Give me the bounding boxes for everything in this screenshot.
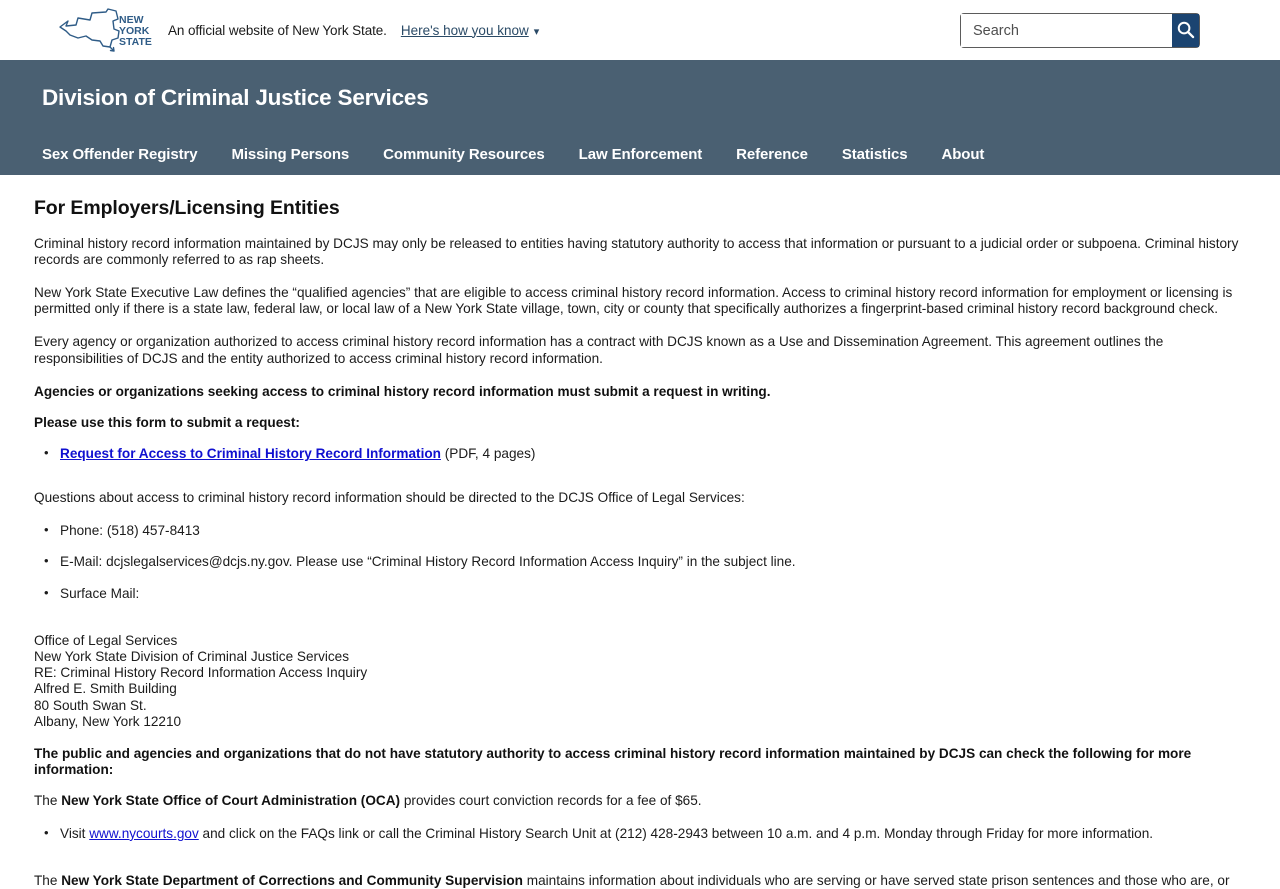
chevron-down-icon: ▾ [533, 25, 540, 38]
list-item-nycourts [60, 826, 1246, 842]
intro-paragraph-1: Criminal history record information maintained by DCJS may only be released to entities having statutory authority to access that information or pursuant to a judicial order or subpoena. Criminal history records are commonly referred to as rap sheets. [34, 235, 1239, 267]
nav-item-statistics[interactable]: Statistics [841, 145, 908, 163]
page-title: For Employers/Licensing Entities [34, 196, 340, 219]
doccs-suffix: maintains information about individuals who are serving or have served state prison sentences and those who are, or [522, 873, 1230, 889]
nav-item-reference[interactable]: Reference [736, 145, 808, 163]
list-item-phone: • Phone: (518) 457-8413 [60, 523, 1246, 539]
oca-paragraph [34, 793, 1246, 809]
request-form-meta: (PDF, 4 pages) [440, 446, 536, 462]
oca-suffix: provides court conviction records for a fee of $65. [400, 793, 702, 809]
mailing-address [34, 633, 1246, 730]
nav-item-community-resources[interactable]: Community Resources [383, 145, 545, 163]
address-line-5: 80 South Swan St. [34, 697, 147, 713]
doccs-paragraph-truncated [34, 873, 1246, 889]
list-item-email: • E-Mail: dcjslegalservices@dcjs.ny.gov. Please use “Criminal History Record Information Access Inquiry” in the subject line. [60, 554, 1246, 570]
official-site-banner [0, 0, 1280, 60]
search-bar[interactable] [960, 13, 1200, 48]
request-form-link[interactable]: Request for Access to Criminal History Record Information [60, 446, 441, 462]
new-york-state-logo [56, 7, 150, 53]
intro-paragraph-3: Every agency or organization authorized to access criminal history record information has a contract with DCJS known as a Use and Dissemination Agreement. This agreement outlines the responsibilities of DCJS and the entity authorized to access criminal history record information. [34, 334, 1164, 366]
doccs-name: New York State Department of Corrections and Community Supervision [61, 873, 523, 889]
main-navigation [0, 111, 1280, 175]
official-site-text: An official website of New York State. [168, 22, 387, 38]
public-notice-statement: The public and agencies and organizations that do not have statutory authority to access criminal history record information maintained by DCJS can check the following for more information: [34, 745, 1192, 778]
nycourts-suffix: and click on the FAQs link or call the Criminal History Search Unit at (212) 428-2943 between 10 a.m. and 4 p.m. Monday through Friday for more information. [198, 825, 1154, 841]
search-icon [1176, 20, 1195, 42]
search-button[interactable] [1172, 14, 1199, 47]
logo-line-new: NEW [119, 14, 144, 26]
logo-line-state: STATE [119, 36, 152, 48]
agency-header [0, 60, 1280, 175]
heres-how-you-know-label: Here's how you know [400, 22, 529, 38]
main-content [0, 175, 1280, 889]
address-line-1: Office of Legal Services [34, 632, 178, 648]
written-request-statement: Agencies or organizations seeking access to criminal history record information must submit a request in writing. [34, 383, 771, 399]
heres-how-you-know-link[interactable] [401, 23, 539, 38]
logo-line-york: YORK [119, 25, 150, 37]
nav-item-missing-persons[interactable]: Missing Persons [231, 145, 350, 163]
agency-title: Division of Criminal Justice Services [42, 85, 429, 110]
address-line-2: New York State Division of Criminal Justice Services [34, 649, 350, 664]
list-item-surface-mail: • Surface Mail: [60, 586, 1246, 602]
nycourts-prefix: Visit [60, 825, 90, 841]
nav-item-law-enforcement[interactable]: Law Enforcement [578, 145, 703, 163]
search-input[interactable] [961, 14, 1172, 47]
questions-paragraph: Questions about access to criminal history record information should be directed to the DCJS Office of Legal Services: [34, 489, 745, 505]
oca-prefix: The [34, 793, 62, 809]
contact-list [34, 523, 1246, 602]
form-link-list [34, 446, 1246, 462]
address-line-3: RE: Criminal History Record Information Access Inquiry [34, 665, 368, 681]
doccs-prefix: The [34, 873, 62, 889]
list-item-request-form [60, 446, 1246, 462]
nycourts-list [34, 826, 1246, 842]
nycourts-link[interactable]: www.nycourts.gov [89, 825, 199, 841]
nav-item-about[interactable]: About [941, 145, 985, 163]
form-prompt: Please use this form to submit a request: [34, 415, 300, 431]
address-line-4: Alfred E. Smith Building [34, 681, 177, 697]
intro-paragraph-2: New York State Executive Law defines the “qualified agencies” that are eligible to access criminal history record information. Access to criminal history record information for employment or licensing is permitted only if there is a state law, federal law, or local law of a New York State village, town, city or county that specifically authorizes a fingerprint-based criminal history record background check. [34, 285, 1233, 317]
nav-item-sex-offender-registry[interactable]: Sex Offender Registry [42, 145, 198, 163]
oca-name: New York State Office of Court Administration (OCA) [61, 793, 401, 809]
address-line-6: Albany, New York 12210 [34, 713, 182, 729]
